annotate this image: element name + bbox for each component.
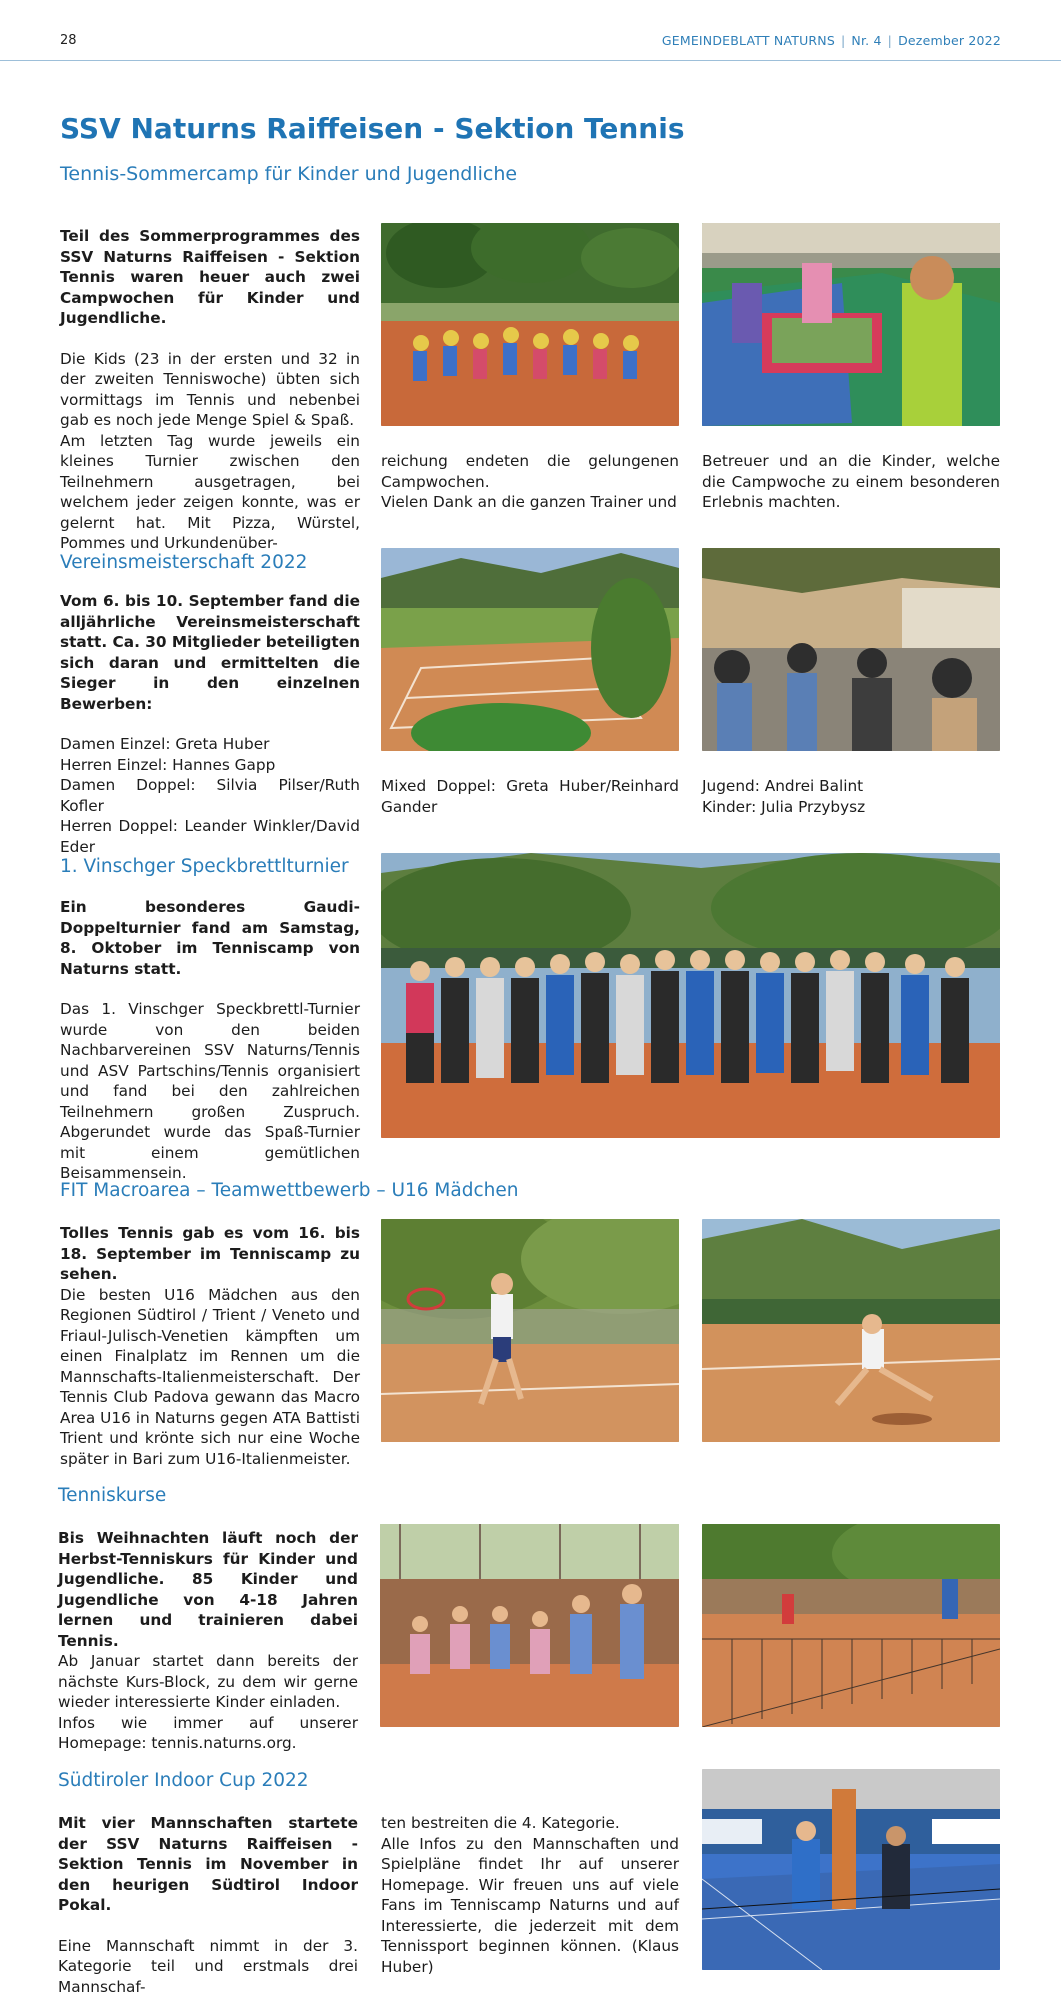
s1-col3-text: Betreuer und an die Kinder, welche die Campwoche zu einem besonderen Erlebnis machten.: [702, 452, 1000, 511]
s4-heading: FIT Macroarea – Teamwettbewerb – U16 Mädchen: [60, 1180, 519, 1201]
indoor-cup-players-photo: [702, 1769, 1000, 1970]
s6-text: [58, 1813, 358, 1997]
s1-col2: [381, 451, 679, 513]
s2-result: Herren Einzel: Hannes Gapp: [60, 755, 276, 774]
s2-heading: Vereinsmeisterschaft 2022: [60, 552, 308, 573]
issue-date: Dezember 2022: [898, 33, 1001, 48]
s1-col3: [702, 451, 1000, 513]
article-subtitle: Tennis-Sommercamp für Kinder und Jugendliche: [60, 163, 518, 185]
clay-courts-valley-photo: [381, 548, 679, 751]
s6-col2: [381, 1813, 679, 1977]
s1-col2-text: reichung endeten die gelungenen Campwochen.: [381, 452, 679, 491]
s3-heading: 1. Vinschger Speckbrettlturnier: [60, 856, 349, 877]
header-divider: [0, 60, 1061, 61]
publication-name: GEMEINDEBLATT NATURNS: [661, 33, 835, 48]
s3-body: Das 1. Vinschger Speckbrettl-Turnier wurde von den beiden Nachbarvereinen SSV Naturns/Tennis und ASV Partschins/Tennis organisiert und fand bei den zahlreichen Teilnehmern großen Zuspruch. Abgerundet wurde das Spaß-Turnier mit einem gemütlichen Beisammensein.: [60, 1000, 360, 1182]
s2-jugend: Jugend: Andrei Balint: [702, 777, 864, 795]
s1-col2b-text: Vielen Dank an die ganzen Trainer und: [381, 493, 677, 511]
u16-player-backhand-photo: [702, 1219, 1000, 1442]
s6-heading: Südtiroler Indoor Cup 2022: [58, 1770, 309, 1791]
s4-text: [60, 1223, 360, 1469]
s6-body: Eine Mannschaft nimmt in der 3. Kategorie teil und erstmals drei Mannschaf-: [58, 1936, 358, 1996]
s4-body: Die besten U16 Mädchen aus den Regionen Südtirol / Trient / Veneto und Friaul-Julisch-Venetien kämpften um einen Finalplatz im Rennen um die Mannschafts-Italienmeisterschaft. Der Tennis Club Padova gewann das Macro Area U16 in Naturns gegen ATA Battisti Trient und krönte sich nur eine Woche später in Bari zum U16-Italienmeister.: [60, 1285, 360, 1468]
foosball-kids-photo: [702, 223, 1000, 426]
s2-result: Herren Doppel: Leander Winkler/David Eder: [60, 817, 360, 856]
issue-number: Nr. 4: [851, 33, 882, 48]
s6-lead: Mit vier Mannschaften startete der SSV Naturns Raiffeisen - Sektion Tennis im November in den heurigen Südtirol Indoor Pokal.: [58, 1814, 358, 1914]
s1-lead: Teil des Sommerprogrammes des SSV Naturns Raiffeisen - Sektion Tennis waren heuer auch zwei Campwochen für Kinder und Jugendliche.: [60, 227, 360, 327]
s6-col2a: ten bestreiten die 4. Kategorie.: [381, 1814, 620, 1832]
course-kids-group-photo: [380, 1524, 679, 1727]
page-number: 28: [60, 33, 77, 48]
camp-group-photo: [381, 223, 679, 426]
s1-text: [60, 226, 360, 554]
s5-text: [58, 1528, 358, 1754]
s2-text: [60, 591, 360, 857]
spectators-terrace-photo: [702, 548, 1000, 751]
course-training-courts-photo: [702, 1524, 1000, 1727]
s2-lead: Vom 6. bis 10. September fand die alljährliche Vereinsmeisterschaft statt. Ca. 30 Mitglieder beteiligten sich daran und ermittelten die Sieger in den einzelnen Bewerben:: [60, 592, 360, 713]
s6-col2b: Alle Infos zu den Mannschaften und Spielpläne findet Ihr auf unserer Homepage. Wir freuen uns auf viele Fans im Tenniscamp Naturns und auf Interessierte, die jederzeit mit dem Tennissport beginnen können. (Klaus Huber): [381, 1834, 679, 1976]
s3-lead: Ein besonderes Gaudi-Doppelturnier fand am Samstag, 8. Oktober im Tenniscamp von Naturns statt.: [60, 898, 360, 978]
s5-heading: Tenniskurse: [58, 1485, 167, 1506]
s5-body: Ab Januar startet dann bereits der nächste Kurs-Block, zu dem wir gerne wieder interessierte Kinder einladen.: [58, 1652, 358, 1711]
running-header: GEMEINDEBLATT NATURNS | Nr. 4 | Dezember 2022: [661, 33, 1001, 48]
s4-lead: Tolles Tennis gab es vom 16. bis 18. September im Tenniscamp zu sehen.: [60, 1224, 360, 1283]
s3-text: [60, 897, 360, 1184]
s2-kinder: Kinder: Julia Przybysz: [702, 797, 866, 816]
s5-lead: Bis Weihnachten läuft noch der Herbst-Tenniskurs für Kinder und Jugendliche. 85 Kinder und Jugendliche von 4-18 Jahren lernen und trainieren dabei Tennis.: [58, 1529, 358, 1650]
s2-result: Damen Doppel: Silvia Pilser/Ruth Kofler: [60, 776, 360, 815]
s2-mixed-doppel: Mixed Doppel: Greta Huber/Reinhard Gander: [381, 777, 679, 816]
s1-p2: Am letzten Tag wurde jeweils ein kleines Turnier zwischen den Teilnehmern ausgetragen, bei welchem jeder zeigen konnte, was er gelernt hat. Mit Pizza, Würstel, Pommes und Urkundenüber-: [60, 431, 360, 552]
u16-player-forehand-photo: [381, 1219, 679, 1442]
s5-body2: Infos wie immer auf unserer Homepage: tennis.naturns.org.: [58, 1713, 358, 1752]
article-title: SSV Naturns Raiffeisen - Sektion Tennis: [60, 112, 685, 145]
s2-col3: [702, 776, 1000, 817]
s2-result: Damen Einzel: Greta Huber: [60, 735, 270, 753]
s1-p1: Die Kids (23 in der ersten und 32 in der zweiten Tenniswoche) übten sich vormittags im Tennis und nebenbei gab es noch jede Menge Spiel & Spaß.: [60, 349, 360, 429]
s2-col2: [381, 776, 679, 817]
speckbrettl-group-photo: [381, 853, 1000, 1138]
